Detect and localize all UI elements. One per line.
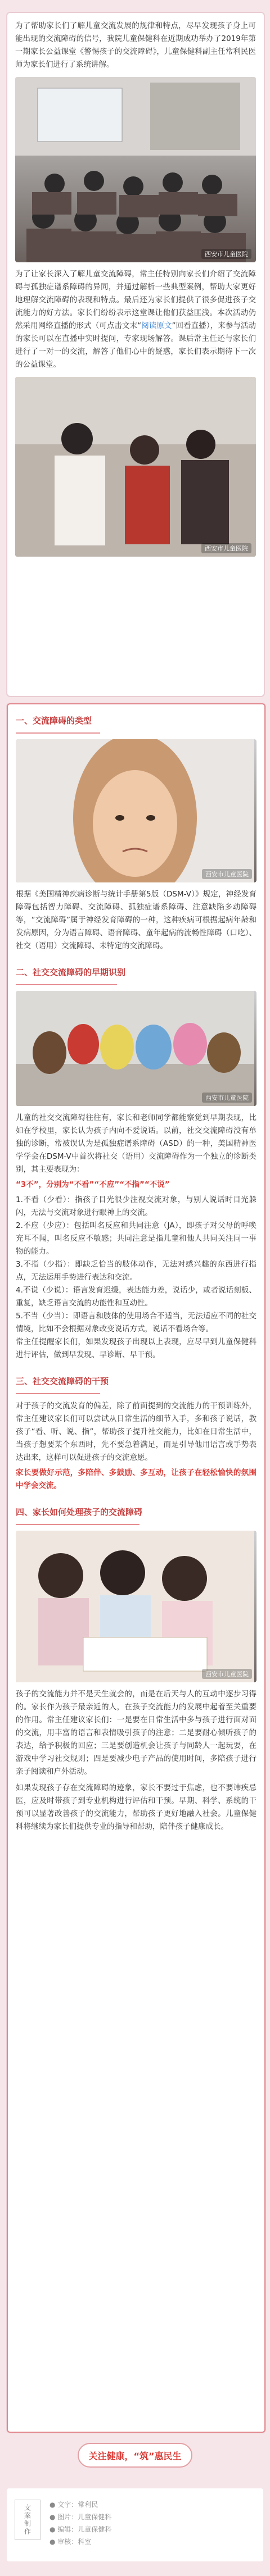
section-3-title: 三、社交交流障碍的干预 xyxy=(16,1376,109,1386)
section-divider xyxy=(16,1393,100,1394)
slogan-pill xyxy=(78,2443,192,2468)
intro-paragraph-1: 为了帮助家长们了解儿童交流发展的规律和特点，尽早发现孩子身上可能出现的交流障碍的信号，我院儿童保健科在近期成功举办了2019年第一期家长公益课堂《警惕孩子的交流障碍》，儿童保健科副主任常利民医师为家长们进行了系统讲解。 xyxy=(15,21,256,69)
photo-watermark: 西安市儿童医院 xyxy=(202,1669,252,1679)
section-2-item-3: 3.不指（少指）：即缺乏恰当的肢体动作，无法对感兴趣的东西进行指点，无法运用手势进行表达和交流。 xyxy=(16,1260,256,1282)
section-2-item-4: 4.不说（少说）：语言发育迟缓，表达能力差，说话少，或者说话刻板、重复，缺乏语言交流的功能性和互动性。 xyxy=(16,1286,256,1308)
section-4-text-1: 孩子的交流能力并不是天生就会的，而是在后天与人的互动中逐步习得的。家长作为孩子最亲近的人，在孩子交流能力的发展中起着至关重要的作用。常主任建议家长们：一是要在日常生活中多与孩子进行面对面的交流，用丰富的语言和表情吸引孩子的注意；二是要耐心倾听孩子的表达，给予积极的回应；三是要创造机会让孩子与同龄人一起玩耍，在游戏中学习社交规则；四是要减少电子产品的使用时间，多陪孩子进行亲子阅读和户外活动。 xyxy=(16,1690,256,1776)
credit-line: ● 审核：科室 xyxy=(50,2538,92,2546)
section-divider xyxy=(16,1524,140,1525)
credits-label: 文案制作 xyxy=(15,2500,40,2540)
section-4-text-2: 如果发现孩子存在交流障碍的迹象，家长不要过于焦虑，也不要讳疾忌医，应及时带孩子到专业机构进行评估和干预。早期、科学、系统的干预可以显著改善孩子的交流能力，帮助孩子更好地融入社会。儿童保健科将继续为家长们提供专业的指导和帮助，陪伴孩子健康成长。 xyxy=(16,1783,256,1831)
slogan-text: 关注健康，“筑”惠民生 xyxy=(88,2450,182,2461)
section-2-item-1: 1.不看（少看）：指孩子目光很少注视交流对象，与别人说话时目光躲闪，无法与交流对象进行眼神上的交流。 xyxy=(16,1195,256,1217)
section-2-intro: 儿童的社交交流障碍往往有，家长和老师同学都能察觉到早期表现，比如在学校里，家长认为孩子内向不爱说话。以前，社交交流障碍没有单独的诊断，常被误认为是孤独症谱系障碍（ASD）的一种，美国精神医学学会在DSM-V中首次将社交（语用）交流障碍作为一个独立的诊断类别，其主要表现为： xyxy=(16,1113,256,1174)
section-1-title: 一、交流障碍的类型 xyxy=(16,716,92,726)
section-2-title: 二、社交交流障碍的早期识别 xyxy=(16,967,126,977)
section-2-item-5: 5.不当（少当）：即语言和肢体的使用场合不适当，无法适应不同的社交情境，比如不会根据对象改变说话方式，说话不看场合等。 xyxy=(16,1312,256,1333)
section-2-item-2: 2.不应（少应）：包括叫名反应和共同注意（JA），即孩子对父母的呼唤充耳不闻，叫名反应不敏感；共同注意是指儿童和他人共同关注同一事物的能力。 xyxy=(16,1221,256,1256)
credit-line: ● 文字：常利民 xyxy=(50,2501,98,2509)
section-divider xyxy=(16,984,117,985)
toys-photo xyxy=(16,991,256,1106)
photo-watermark: 西安市儿童医院 xyxy=(201,543,251,553)
reading-kids-illustration xyxy=(16,1531,254,1682)
reading-kids-photo xyxy=(16,1531,256,1682)
section-4-title: 四、家长如何处理孩子的交流障碍 xyxy=(16,1507,143,1517)
lecture-photo-2-illustration xyxy=(15,377,256,557)
sad-girl-photo xyxy=(16,739,256,882)
toys-illustration xyxy=(16,991,254,1106)
read-original-link[interactable]: 阅读原文 xyxy=(141,321,172,330)
credits-list xyxy=(50,2498,111,2561)
credit-line: ● 编辑：儿童保健科 xyxy=(50,2525,112,2533)
intro-paragraph-2: 为了让家长深入了解儿童交流障碍，常主任特别向家长们介绍了交流障碍与孤独症谱系障碍的异同，并通过解析一些典型案例，帮助大家更好地理解交流障碍的表现和特点。最后还为家长们提供了很多促进孩子交流能力的好方法。家长们纷纷表示这堂课让他们获益匪浅。本次活动仍然采用网络直播的形式（可点击文末“阅读原文”回看直播），来参与活动的家长可以在直播中实时提问，专家现场解答。课后常主任还与家长们进行了一对一的交流，解答了他们心中的疑惑，家长们表示期待下一次的公益课堂。 xyxy=(15,270,256,369)
section-2-highlight: “3不”，分别为“不看”“不应”“不指”“不说” xyxy=(16,1180,170,1189)
section-3-text: 对于孩子的交流发育的偏差，除了前面提到的交流能力的干预训练外，常主任建议家长们可以尝试从日常生活的细节入手，多和孩子说话，教孩子“看、听、说、指”，帮助孩子提升社交能力，比如在日常生活中，当孩子想要某个东西时，先不要急着满足，而是引导他用语言或手势表达出来，这样可以促进孩子的交流意愿。 xyxy=(16,1401,256,1462)
main-content-card xyxy=(7,703,266,2433)
section-1-text: 根据《美国精神疾病诊断与统计手册第5版（DSM-V）》规定，神经发育障碍包括智力障碍、交流障碍、孤独症谱系障碍、注意缺陷多动障碍等，“交流障碍”属于神经发育障碍的一种，这种疾病可根据起病年龄和发病原因，分为语言障碍、语音障碍、童年起病的流畅性障碍（口吃）、社交（语用）交流障碍、未特定的交流障碍。 xyxy=(16,890,256,950)
section-divider xyxy=(16,732,100,734)
lecture-photo-2 xyxy=(15,377,256,557)
sad-girl-illustration xyxy=(16,739,254,882)
photo-watermark: 西安市儿童医院 xyxy=(202,869,252,879)
lecture-photo-1-illustration xyxy=(15,77,256,262)
photo-watermark: 西安市儿童医院 xyxy=(202,1093,252,1103)
intro-card xyxy=(7,12,264,697)
photo-watermark: 西安市儿童医院 xyxy=(201,249,251,259)
section-2-closing: 常主任提醒家长们，如果发现孩子出现以上表现，应尽早到儿童保健科进行评估，做到早发现、早诊断、早干预。 xyxy=(16,1337,256,1359)
section-3-highlight: 家长要做好示范，多陪伴、多鼓励、多互动，让孩子在轻松愉快的氛围中学会交流。 xyxy=(16,1468,256,1490)
lecture-photo-1 xyxy=(15,77,256,262)
credit-line: ● 图片：儿童保健科 xyxy=(50,2513,112,2521)
credits-box xyxy=(7,2488,263,2561)
